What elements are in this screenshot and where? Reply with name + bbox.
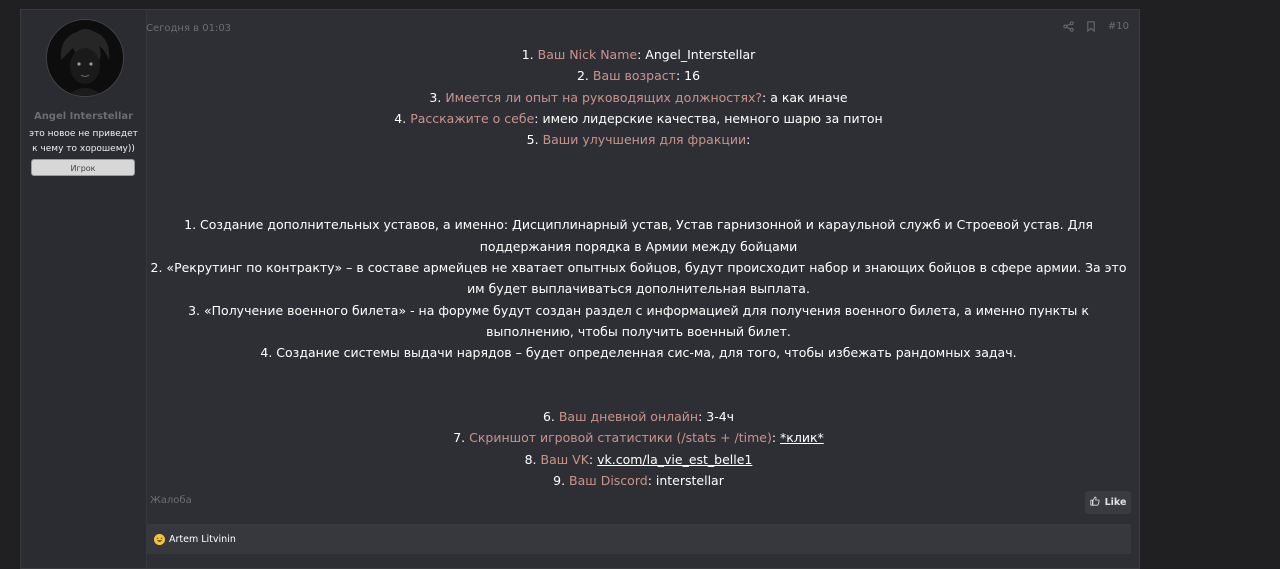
- stats-screenshot-link[interactable]: *клик*: [780, 430, 824, 446]
- improvement-item: 4. Создание системы выдачи нарядов – будет определенная сис-ма, для того, чтобы избежать рандомных задач.: [260, 345, 1017, 361]
- post-content: [146, 44, 1131, 491]
- improvement-item: 3. «Получение военного билета» - на форуме будут создан раздел с информацией для получения военного билета, а именно пункты к выполнению, чтобы получить военный билет.: [188, 302, 1089, 339]
- question-label: Ваши улучшения для фракции: [542, 132, 747, 148]
- question-label: Ваш возраст: [592, 68, 676, 84]
- thumbs-up-icon: [1090, 496, 1100, 509]
- reaction-user-link[interactable]: Artem Litvinin: [169, 533, 236, 545]
- post-number[interactable]: #10: [1107, 21, 1129, 32]
- user-banner: Игрок: [31, 159, 135, 176]
- bookmark-icon[interactable]: [1086, 21, 1096, 32]
- user-sidebar: [21, 10, 147, 568]
- question-9: 9. Ваш Discord: interstellar: [553, 472, 724, 488]
- user-title: это новое не приведет к чему то хорошему)): [29, 129, 138, 154]
- avatar[interactable]: [46, 19, 124, 97]
- question-label: Ваш Nick Name: [537, 47, 638, 62]
- laughing-emoji-icon: [154, 534, 165, 545]
- question-1: 1. Ваш Nick Name: Angel_Interstellar: [521, 47, 756, 62]
- question-label: Скриншот игровой статистики (/stats + /time): [469, 430, 772, 446]
- question-4: 4. Расскажите о себе: имею лидерские качества, немного шарю за питон: [394, 110, 883, 126]
- question-label: Ваш Discord: [569, 472, 648, 488]
- question-2: 2. Ваш возраст: 16: [576, 68, 701, 84]
- reactions-bar: [146, 524, 1131, 554]
- username[interactable]: Angel Interstellar: [33, 111, 134, 122]
- question-5: 5. Ваши улучшения для фракции:: [526, 132, 751, 148]
- question-label: Ваш VK: [540, 451, 589, 467]
- like-button[interactable]: [1085, 491, 1131, 514]
- like-label: Like: [1104, 497, 1127, 508]
- question-answer: а как иначе: [770, 89, 848, 105]
- improvement-item: 1. Создание дополнительных уставов, а именно: Дисциплинарный устав, Устав гарнизонной и караульной служб и Строевой устав. Для поддержания порядка в Армии между бойцами: [184, 217, 1093, 254]
- question-7: 7. Скриншот игровой статистики (/stats + /time): *клик*: [453, 430, 824, 446]
- question-answer: 3-4ч: [706, 409, 735, 425]
- question-6: 6. Ваш дневной онлайн: 3-4ч: [542, 409, 735, 425]
- question-answer: interstellar: [655, 472, 724, 488]
- vk-link[interactable]: vk.com/la_vie_est_belle1: [597, 451, 753, 467]
- question-label: Расскажите о себе: [410, 110, 535, 126]
- question-answer: Angel_Interstellar: [645, 47, 756, 62]
- question-answer: имею лидерские качества, немного шарю за питон: [542, 110, 883, 126]
- post-actions: [1063, 21, 1129, 32]
- report-link[interactable]: Жалоба: [150, 495, 192, 506]
- share-icon[interactable]: [1063, 21, 1074, 32]
- question-label: Ваш дневной онлайн: [558, 409, 699, 425]
- question-3: 3. Имеется ли опыт на руководящих должностях?: а как иначе: [429, 89, 848, 105]
- forum-post: [20, 9, 1140, 569]
- question-answer: 16: [684, 68, 701, 84]
- question-8: 8. Ваш VK: vk.com/la_vie_est_belle1: [524, 451, 753, 467]
- improvement-item: 2. «Рекрутинг по контракту» – в составе армейцев не хватает опытных бойцов, будут происходит набор и знающих бойцов в сфере армии. За это им будет выплачиваться дополнительная выплата.: [150, 259, 1127, 297]
- question-label: Имеется ли опыт на руководящих должностях?: [445, 89, 762, 105]
- post-date[interactable]: Сегодня в 01:03: [146, 23, 232, 34]
